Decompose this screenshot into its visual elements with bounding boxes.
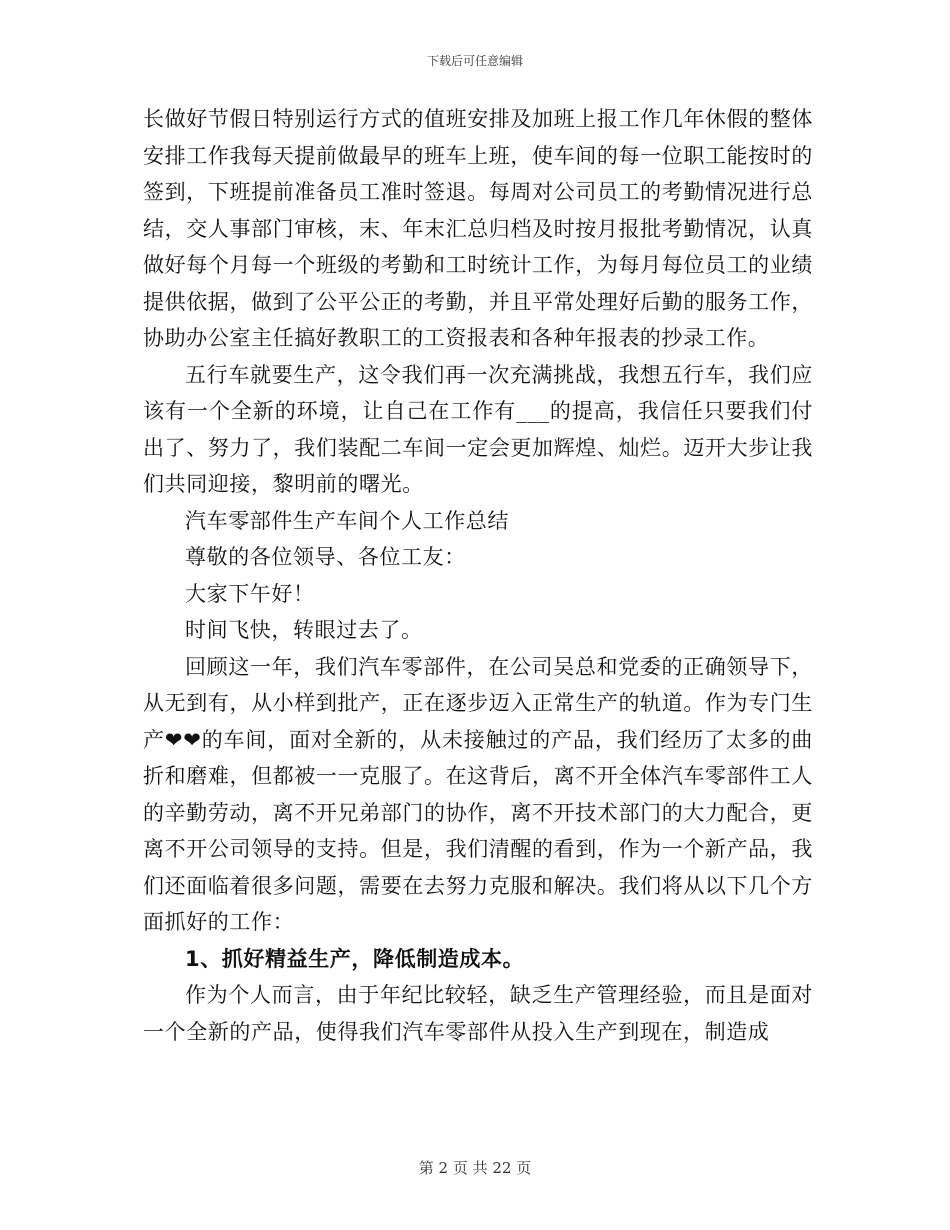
page-header: 下载后可任意编辑 [426, 54, 523, 68]
heading-lean-production: 1、抓好精益生产，降低制造成本。 [185, 946, 525, 971]
paragraph-review-year: 回顾这一年，我们汽车零部件，在公司吴总和党委的正确领导下，从无到有，从小样到批产，正在逐步迈入正常生产的轨道。作为专门生产❤❤的车间，面对全新的，从未接触过的产品，我们经历了太多的曲折和磨难，但都被一一克服了。在这背后，离不开全体汽车零部件工人的辛勤劳动，离不开兄弟部门的协作，离不开技术部门的大力配合，更离不开公司领导的支持。但是，我们清醒的看到，作为一个新产品，我们还面临着很多问题，需要在去努力克服和解决。我们将从以下几个方面抓好的工作： [143, 654, 813, 934]
greeting: 大家下午好！ [185, 581, 315, 606]
salutation: 尊敬的各位领导、各位工友： [185, 545, 466, 569]
section-title: 汽车零部件生产车间个人工作总结 [185, 508, 509, 533]
page-footer: 第 2 页 共 22 页 [418, 1159, 532, 1177]
paragraph-time-flies: 时间飞快，转眼过去了。 [185, 618, 423, 642]
paragraph-five-line-car: 五行车就要生产，这令我们再一次充满挑战，我想五行车，我们应该有一个全新的环境，让自己在工作有___的提高，我信任只要我们付出了、努力了，我们装配二车间一定会更加辉煌、灿烂。迈开大步让我们共同迎接，黎明前的曙光。 [143, 362, 813, 496]
paragraph-personal: 作为个人而言，由于年纪比较轻，缺乏生产管理经验，而且是面对一个全新的产品，使得我们汽车零部件从投入生产到现在，制造成 [143, 983, 813, 1044]
paragraph-attendance-work: 长做好节假日特别运行方式的值班安排及加班上报工作几年休假的整体安排工作我每天提前做最早的班车上班，使车间的每一位职工能按时的签到，下班提前准备员工准时签退。每周对公司员工的考勤情况进行总结，交人事部门审核，末、年末汇总归档及时按月报批考勤情况，认真做好每个月每一个班级的考勤和工时统计工作，为每月每位员工的业绩提供依据，做到了公平公正的考勤，并且平常处理好后勤的服务工作，协助办公室主任搞好教职工的工资报表和各种年报表的抄录工作。 [143, 107, 813, 350]
document-body [143, 101, 813, 1050]
